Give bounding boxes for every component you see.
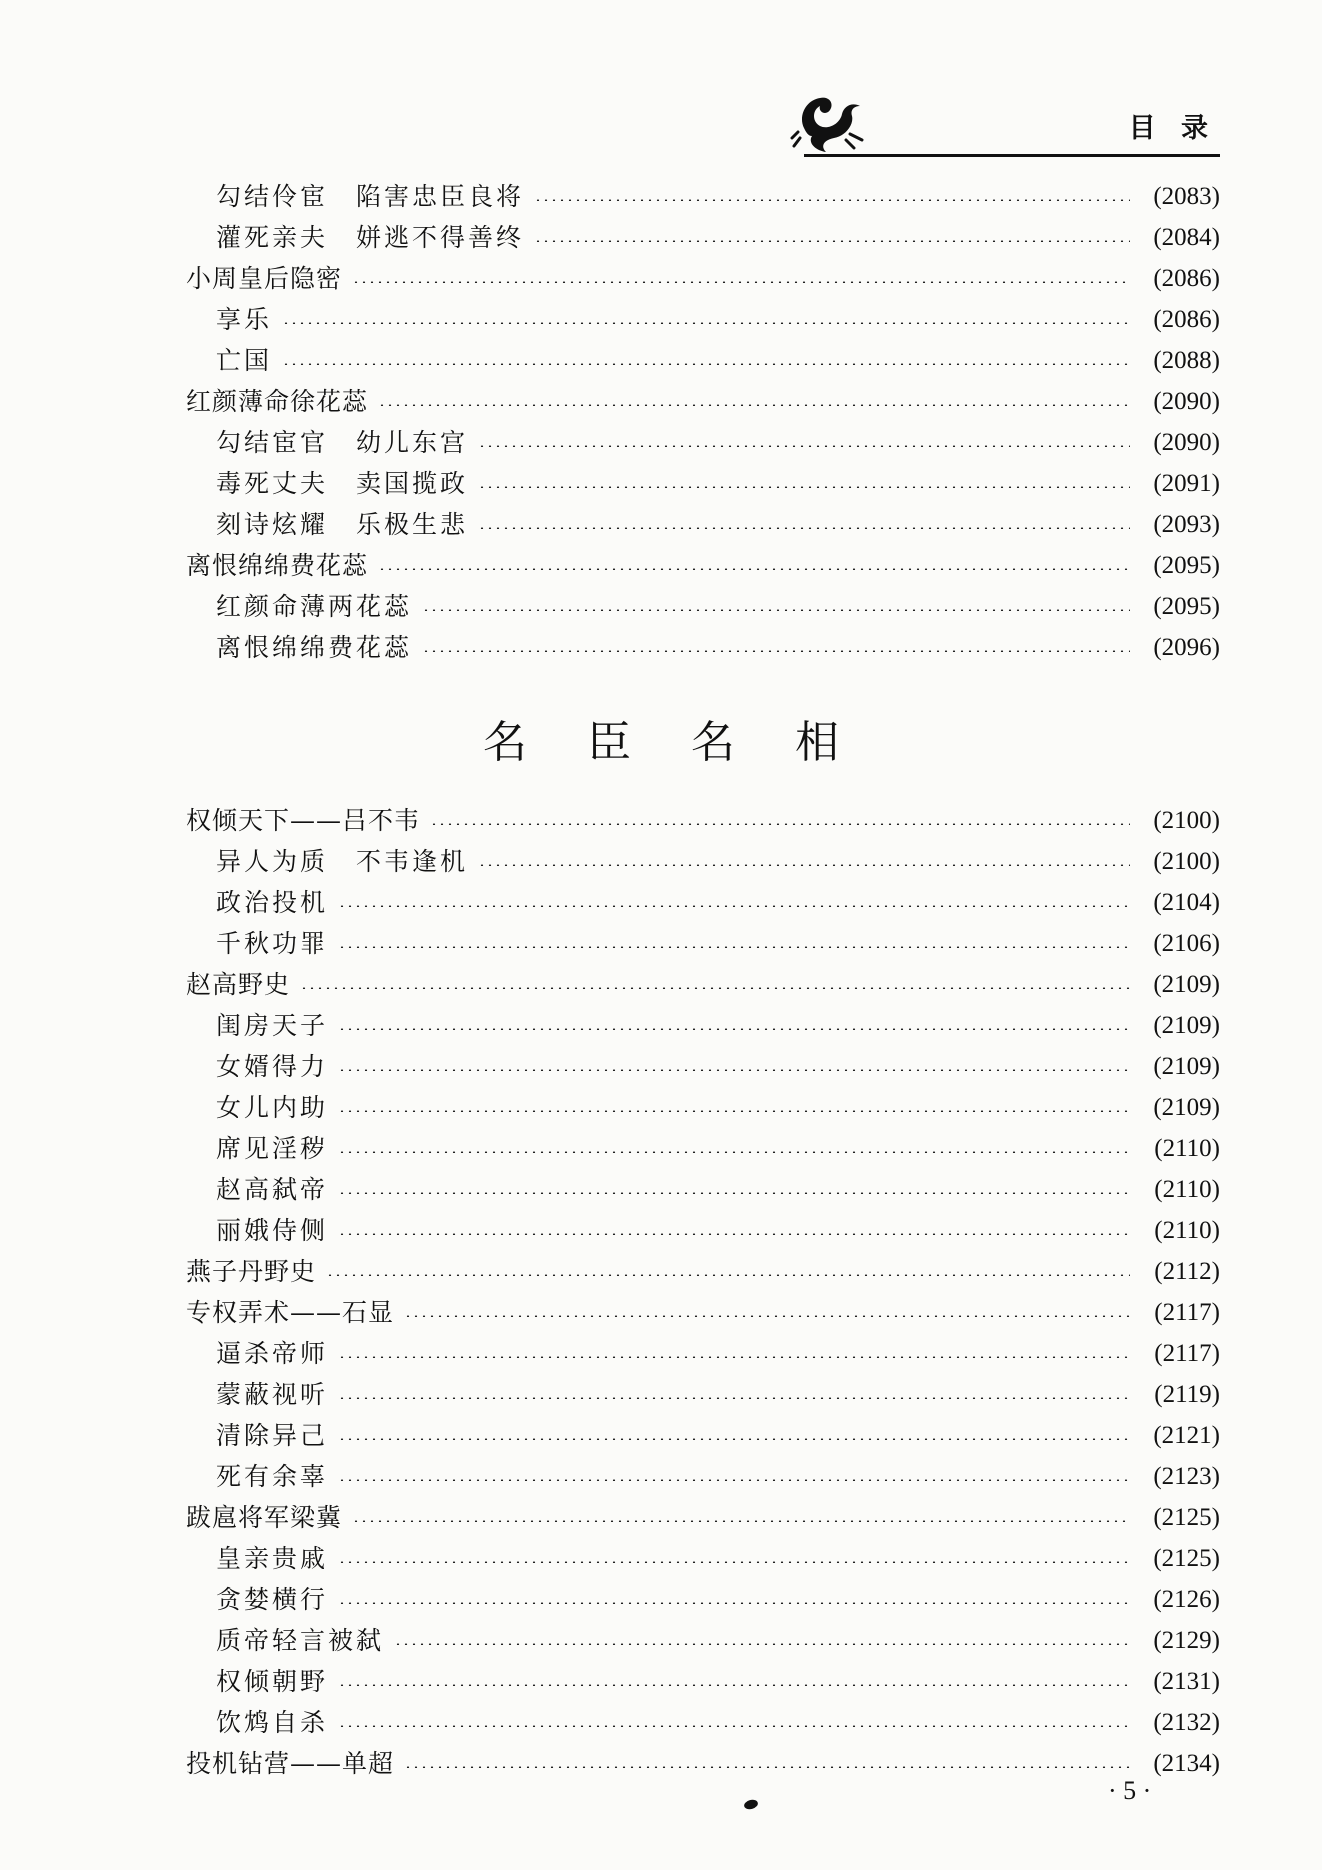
toc-entry-page: (2121) bbox=[1153, 1422, 1220, 1449]
toc-entry-title: 跋扈将军梁冀 bbox=[186, 1503, 343, 1532]
toc-entry-page: (2086) bbox=[1153, 306, 1220, 333]
toc-entry-page: (2125) bbox=[1153, 1504, 1220, 1531]
dot-leader bbox=[478, 527, 1130, 529]
dot-leader bbox=[338, 1725, 1130, 1727]
toc-entry-page: (2129) bbox=[1153, 1627, 1220, 1654]
dot-leader bbox=[338, 1356, 1130, 1358]
toc-entry-page: (2096) bbox=[1153, 634, 1220, 661]
toc-entry bbox=[186, 299, 1220, 340]
toc-entry bbox=[186, 422, 1220, 463]
toc-entry bbox=[186, 800, 1220, 841]
toc-entry bbox=[186, 1128, 1220, 1169]
ink-spot bbox=[743, 1798, 759, 1810]
dot-leader bbox=[534, 199, 1130, 201]
toc-entry-page: (2095) bbox=[1153, 593, 1220, 620]
toc-entry bbox=[186, 1046, 1220, 1087]
toc-entry bbox=[186, 1661, 1220, 1702]
toc-entry-page: (2100) bbox=[1153, 848, 1220, 875]
dot-leader bbox=[338, 1438, 1130, 1440]
toc-entry bbox=[186, 1579, 1220, 1620]
toc-entry-page: (2109) bbox=[1153, 1094, 1220, 1121]
toc-entry-title: 投机钻营——单超 bbox=[186, 1749, 395, 1778]
toc-entry-page: (2104) bbox=[1153, 889, 1220, 916]
dot-leader bbox=[478, 864, 1130, 866]
dot-leader bbox=[534, 240, 1130, 242]
header-title: 目 录 bbox=[1128, 113, 1216, 144]
dot-leader bbox=[394, 1643, 1130, 1645]
toc-entry-title: 离恨绵绵费花蕊 bbox=[216, 633, 413, 662]
toc-entry bbox=[186, 258, 1220, 299]
toc-entry-page: (2123) bbox=[1153, 1463, 1220, 1490]
toc-entry-title: 专权弄术——石显 bbox=[186, 1298, 395, 1327]
toc-entry bbox=[186, 1497, 1220, 1538]
toc-entry bbox=[186, 176, 1220, 217]
toc-entry-title: 红颜薄命徐花蕊 bbox=[186, 387, 369, 416]
toc-entry bbox=[186, 964, 1220, 1005]
dot-leader bbox=[378, 568, 1130, 570]
dot-leader bbox=[378, 404, 1130, 406]
toc-entry bbox=[186, 1538, 1220, 1579]
dot-leader bbox=[404, 1766, 1130, 1768]
dot-leader bbox=[338, 1233, 1130, 1235]
toc-entry-title: 丽娥侍侧 bbox=[216, 1216, 329, 1245]
dot-leader bbox=[422, 609, 1130, 611]
toc-entry-page: (2084) bbox=[1153, 224, 1220, 251]
toc-entry-page: (2112) bbox=[1154, 1258, 1220, 1285]
toc-entry-page: (2086) bbox=[1153, 265, 1220, 292]
toc-entry bbox=[186, 1210, 1220, 1251]
running-header bbox=[790, 88, 1220, 158]
dot-leader bbox=[338, 1561, 1130, 1563]
toc-entry-page: (2091) bbox=[1153, 470, 1220, 497]
toc-entry bbox=[186, 1620, 1220, 1661]
toc-entry-page: (2109) bbox=[1153, 971, 1220, 998]
toc-entry-title: 席见淫秽 bbox=[216, 1134, 329, 1163]
toc-entry bbox=[186, 841, 1220, 882]
toc-entry-title: 女婿得力 bbox=[216, 1052, 329, 1081]
toc-entry bbox=[186, 504, 1220, 545]
toc-entry-title: 死有余辜 bbox=[216, 1462, 329, 1491]
toc-entry bbox=[186, 381, 1220, 422]
toc-entry-page: (2110) bbox=[1154, 1135, 1220, 1162]
dot-leader bbox=[282, 363, 1130, 365]
dot-leader bbox=[352, 1520, 1130, 1522]
toc-entry-title: 女儿内助 bbox=[216, 1093, 329, 1122]
toc-entry bbox=[186, 1415, 1220, 1456]
toc-entry-page: (2117) bbox=[1154, 1299, 1220, 1326]
toc-entry-page: (2093) bbox=[1153, 511, 1220, 538]
toc-entry-title: 赵高弑帝 bbox=[216, 1175, 329, 1204]
page-number: · 5 · bbox=[1108, 1776, 1152, 1805]
toc-entry bbox=[186, 1456, 1220, 1497]
toc-entry-title: 贪婪横行 bbox=[216, 1585, 329, 1614]
section-title: 名臣名相 bbox=[483, 717, 899, 768]
toc-entry-title: 灌死亲夫 姘逃不得善终 bbox=[216, 223, 525, 252]
dot-leader bbox=[326, 1274, 1130, 1276]
toc-entry-title: 亡国 bbox=[216, 346, 273, 375]
dot-leader bbox=[478, 486, 1130, 488]
header-rule bbox=[804, 154, 1220, 157]
toc-entry-page: (2090) bbox=[1153, 429, 1220, 456]
toc-entry bbox=[186, 1702, 1220, 1743]
dragon-emblem-icon bbox=[790, 88, 870, 154]
toc-entry-page: (2109) bbox=[1153, 1053, 1220, 1080]
toc-entry-title: 小周皇后隐密 bbox=[186, 264, 343, 293]
toc-entry bbox=[186, 1374, 1220, 1415]
toc-entry-title: 千秋功罪 bbox=[216, 929, 329, 958]
toc-entry-page: (2100) bbox=[1153, 807, 1220, 834]
toc-entry-title: 刻诗炫耀 乐极生悲 bbox=[216, 510, 469, 539]
toc-entry-page: (2132) bbox=[1153, 1709, 1220, 1736]
dot-leader bbox=[352, 281, 1130, 283]
toc-entry bbox=[186, 627, 1220, 668]
toc-entry-title: 蒙蔽视听 bbox=[216, 1380, 329, 1409]
toc-entry-title: 权倾天下——吕不韦 bbox=[186, 806, 421, 835]
toc-entry-title: 享乐 bbox=[216, 305, 273, 334]
toc-entry bbox=[186, 545, 1220, 586]
toc-list-top bbox=[186, 176, 1220, 668]
toc-entry bbox=[186, 1169, 1220, 1210]
toc-entry bbox=[186, 882, 1220, 923]
dot-leader bbox=[338, 905, 1130, 907]
toc-entry-title: 异人为质 不韦逢机 bbox=[216, 847, 469, 876]
toc-entry-title: 质帝轻言被弑 bbox=[216, 1626, 385, 1655]
dot-leader bbox=[338, 1602, 1130, 1604]
dot-leader bbox=[430, 823, 1130, 825]
dot-leader bbox=[338, 1151, 1130, 1153]
toc-entry bbox=[186, 923, 1220, 964]
toc-entry-title: 离恨绵绵费花蕊 bbox=[186, 551, 369, 580]
dot-leader bbox=[338, 1028, 1130, 1030]
toc-entry-page: (2090) bbox=[1153, 388, 1220, 415]
toc-entry-title: 饮鸩自杀 bbox=[216, 1708, 329, 1737]
toc-entry-page: (2134) bbox=[1153, 1750, 1220, 1777]
toc-entry-title: 清除异己 bbox=[216, 1421, 329, 1450]
dot-leader bbox=[338, 1479, 1130, 1481]
toc-entry-page: (2119) bbox=[1154, 1381, 1220, 1408]
dot-leader bbox=[338, 1684, 1130, 1686]
toc-entry-page: (2109) bbox=[1153, 1012, 1220, 1039]
toc-entry bbox=[186, 1743, 1220, 1784]
toc-entry-page: (2110) bbox=[1154, 1217, 1220, 1244]
toc-entry-page: (2131) bbox=[1153, 1668, 1220, 1695]
toc-entry-title: 勾结宦官 幼儿东宫 bbox=[216, 428, 469, 457]
toc-entry bbox=[186, 463, 1220, 504]
toc-entry-title: 皇亲贵戚 bbox=[216, 1544, 329, 1573]
toc-entry-title: 逼杀帝师 bbox=[216, 1339, 329, 1368]
toc-entry-title: 赵高野史 bbox=[186, 970, 291, 999]
toc-entry-title: 闺房天子 bbox=[216, 1011, 329, 1040]
toc-entry bbox=[186, 586, 1220, 627]
toc-entry bbox=[186, 1087, 1220, 1128]
toc-entry bbox=[186, 1251, 1220, 1292]
toc-entry-title: 红颜命薄两花蕊 bbox=[216, 592, 413, 621]
toc-entry-page: (2125) bbox=[1153, 1545, 1220, 1572]
toc-entry bbox=[186, 217, 1220, 258]
toc-entry-title: 燕子丹野史 bbox=[186, 1257, 317, 1286]
toc-entry-title: 毒死丈夫 卖国揽政 bbox=[216, 469, 469, 498]
toc-entry-title: 勾结伶宦 陷害忠臣良将 bbox=[216, 182, 525, 211]
dot-leader bbox=[422, 650, 1130, 652]
dot-leader bbox=[478, 445, 1130, 447]
dot-leader bbox=[300, 987, 1130, 989]
toc-entry-page: (2126) bbox=[1153, 1586, 1220, 1613]
dot-leader bbox=[338, 1192, 1130, 1194]
toc-entry-page: (2088) bbox=[1153, 347, 1220, 374]
toc-list-bottom bbox=[186, 800, 1220, 1784]
toc-entry-title: 权倾朝野 bbox=[216, 1667, 329, 1696]
toc-entry-page: (2110) bbox=[1154, 1176, 1220, 1203]
toc-entry-title: 政治投机 bbox=[216, 888, 329, 917]
toc-entry bbox=[186, 1005, 1220, 1046]
dot-leader bbox=[338, 1069, 1130, 1071]
dot-leader bbox=[338, 1397, 1130, 1399]
dot-leader bbox=[404, 1315, 1130, 1317]
toc-entry bbox=[186, 340, 1220, 381]
toc-entry bbox=[186, 1292, 1220, 1333]
toc-entry-page: (2095) bbox=[1153, 552, 1220, 579]
toc-entry-page: (2083) bbox=[1153, 183, 1220, 210]
toc-entry bbox=[186, 1333, 1220, 1374]
dot-leader bbox=[338, 1110, 1130, 1112]
toc-entry-page: (2106) bbox=[1153, 930, 1220, 957]
dot-leader bbox=[282, 322, 1130, 324]
toc-entry-page: (2117) bbox=[1154, 1340, 1220, 1367]
dot-leader bbox=[338, 946, 1130, 948]
